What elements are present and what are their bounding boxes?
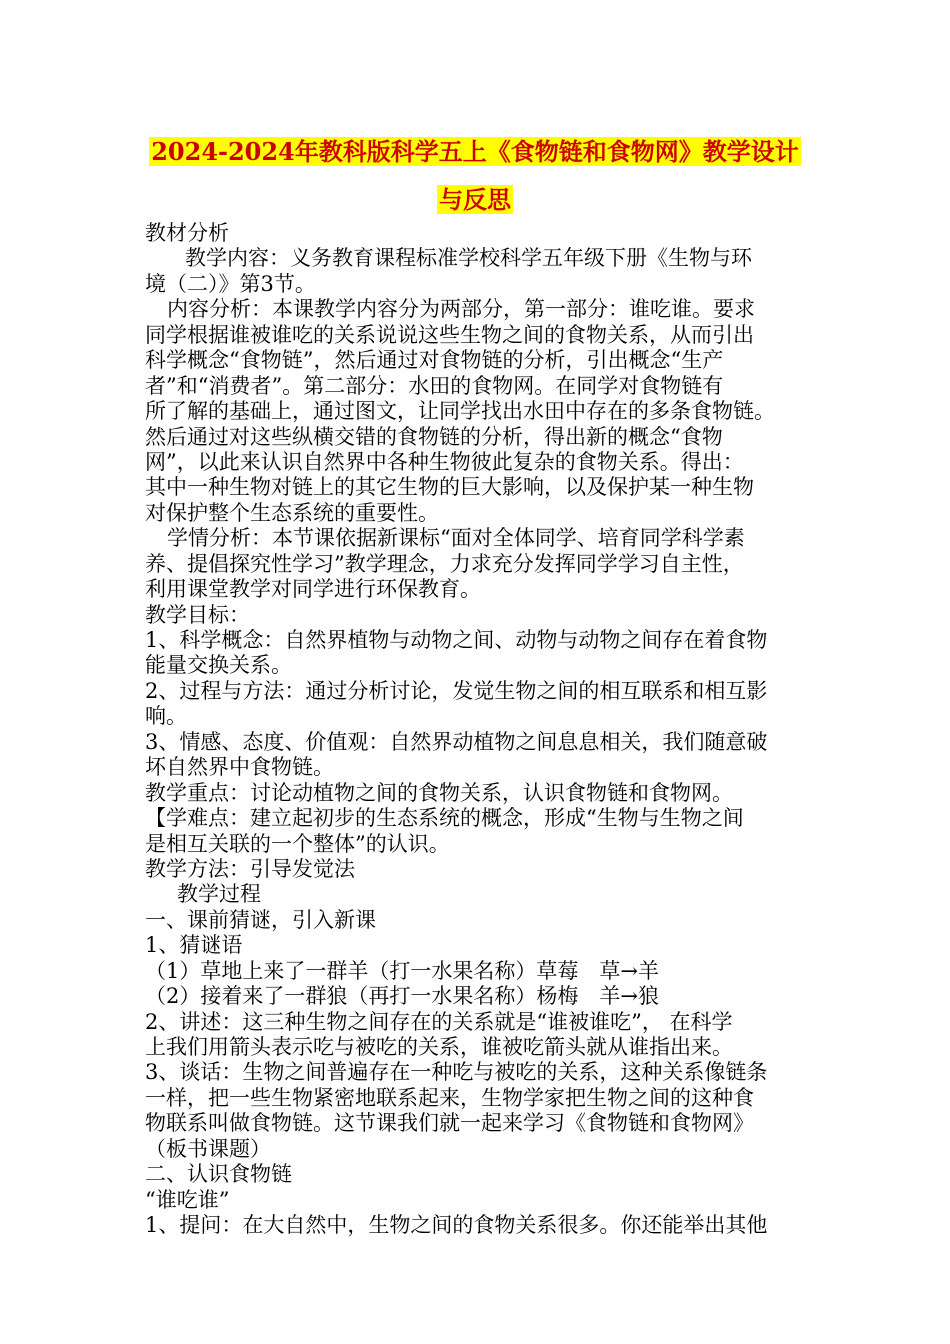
text-line: 利用课堂教学对同学进行环保教育。 — [145, 577, 481, 602]
text-line: 1、猜谜语 — [145, 933, 243, 958]
text-line: 是相互关联的一个整体”的认识。 — [145, 831, 450, 856]
text-line: 教学内容：义务教育课程标准学校科学五年级下册《生物与环 — [185, 246, 752, 271]
text-line: 养、提倡探究性学习”教学理念，力求充分发挥同学学习自主性， — [145, 551, 744, 576]
text-line: 能量交换关系。 — [145, 653, 292, 678]
text-line: 然后通过对这些纵横交错的食物链的分析，得出新的概念“食物 — [145, 424, 723, 449]
text-line: 所了解的基础上，通过图文，让同学找出水田中存在的多条食物链。 — [145, 399, 775, 424]
text-line: 内容分析：本课教学内容分为两部分，第一部分：谁吃谁。要求 — [167, 297, 755, 322]
text-line: 【学难点：建立起初步的生态系统的概念，形成“生物与生物之间 — [145, 806, 744, 831]
text-line: 3、谈话：生物之间普遍存在一种吃与被吃的关系，这种关系像链条 — [145, 1060, 768, 1085]
text-line: （板书课题） — [145, 1136, 271, 1161]
text-line: 境（二）》第3节。 — [145, 271, 316, 296]
text-line: “谁吃谁” — [145, 1187, 230, 1212]
text-line: 者”和“消费者”。第二部分：水田的食物网。在同学对食物链有 — [145, 373, 724, 398]
text-line: （2）接着来了一群狼（再打一水果名称）杨梅 羊→狼 — [145, 984, 659, 1009]
text-line: 3、情感、态度、价值观：自然界动植物之间息息相关，我们随意破 — [145, 729, 768, 754]
text-line: 物联系叫做食物链。这节课我们就一起来学习《食物链和食物网》 — [145, 1111, 754, 1136]
text-line: 教学重点：讨论动植物之间的食物关系，认识食物链和食物网。 — [145, 780, 733, 805]
text-line: 教学目标： — [145, 602, 250, 627]
text-line: 1、提问：在大自然中，生物之间的食物关系很多。你还能举出其他 — [145, 1213, 768, 1238]
text-line: 同学根据谁被谁吃的关系说说这些生物之间的食物关系，从而引出 — [145, 322, 754, 347]
text-line: 2、过程与方法：通过分析讨论，发觉生物之间的相互联系和相互影 — [145, 678, 768, 703]
document-title-line-2 — [0, 185, 950, 215]
text-line: 2、讲述：这三种生物之间存在的关系就是“谁被谁吃”， 在科学 — [145, 1009, 733, 1034]
text-line: 1、科学概念：自然界植物与动物之间、动物与动物之间存在着食物 — [145, 628, 768, 652]
text-line: 学情分析：本节课依据新课标“面对全体同学、培育同学科学素 — [167, 526, 745, 551]
text-line: 教学过程 — [177, 882, 261, 907]
text-line: 坏自然界中食物链。 — [145, 755, 334, 780]
text-line: 二、认识食物链 — [145, 1162, 292, 1187]
title-highlight: 与反思 — [439, 185, 511, 214]
text-line: 网”，以此来认识自然界中各种生物彼此复杂的食物关系。得出： — [145, 449, 744, 474]
text-line: （1）草地上来了一群羊（打一水果名称）草莓 草→羊 — [145, 958, 659, 983]
text-line: 教学方法：引导发觉法 — [145, 856, 355, 881]
text-line: 一、课前猜谜，引入新课 — [145, 907, 376, 932]
text-line: 科学概念“食物链”，然后通过对食物链的分析，引出概念“生产 — [145, 348, 724, 373]
text-line: 上我们用箭头表示吃与被吃的关系，谁被吃箭头就从谁指出来。 — [145, 1035, 733, 1059]
document-body — [145, 221, 813, 1239]
text-line: 对保护整个生态系统的重要性。 — [145, 500, 439, 525]
text-line: 教材分析 — [145, 221, 229, 245]
text-line: 其中一种生物对链上的其它生物的巨大影响，以及保护某一种生物 — [145, 475, 754, 500]
title-highlight: 2024-2024年教科版科学五上《食物链和食物网》教学设计 — [151, 137, 799, 166]
text-line: 一样，把一些生物紧密地联系起来，生物学家把生物之间的这种食 — [145, 1085, 754, 1110]
document-title-line-1 — [0, 137, 950, 167]
text-line: 响。 — [145, 704, 187, 729]
